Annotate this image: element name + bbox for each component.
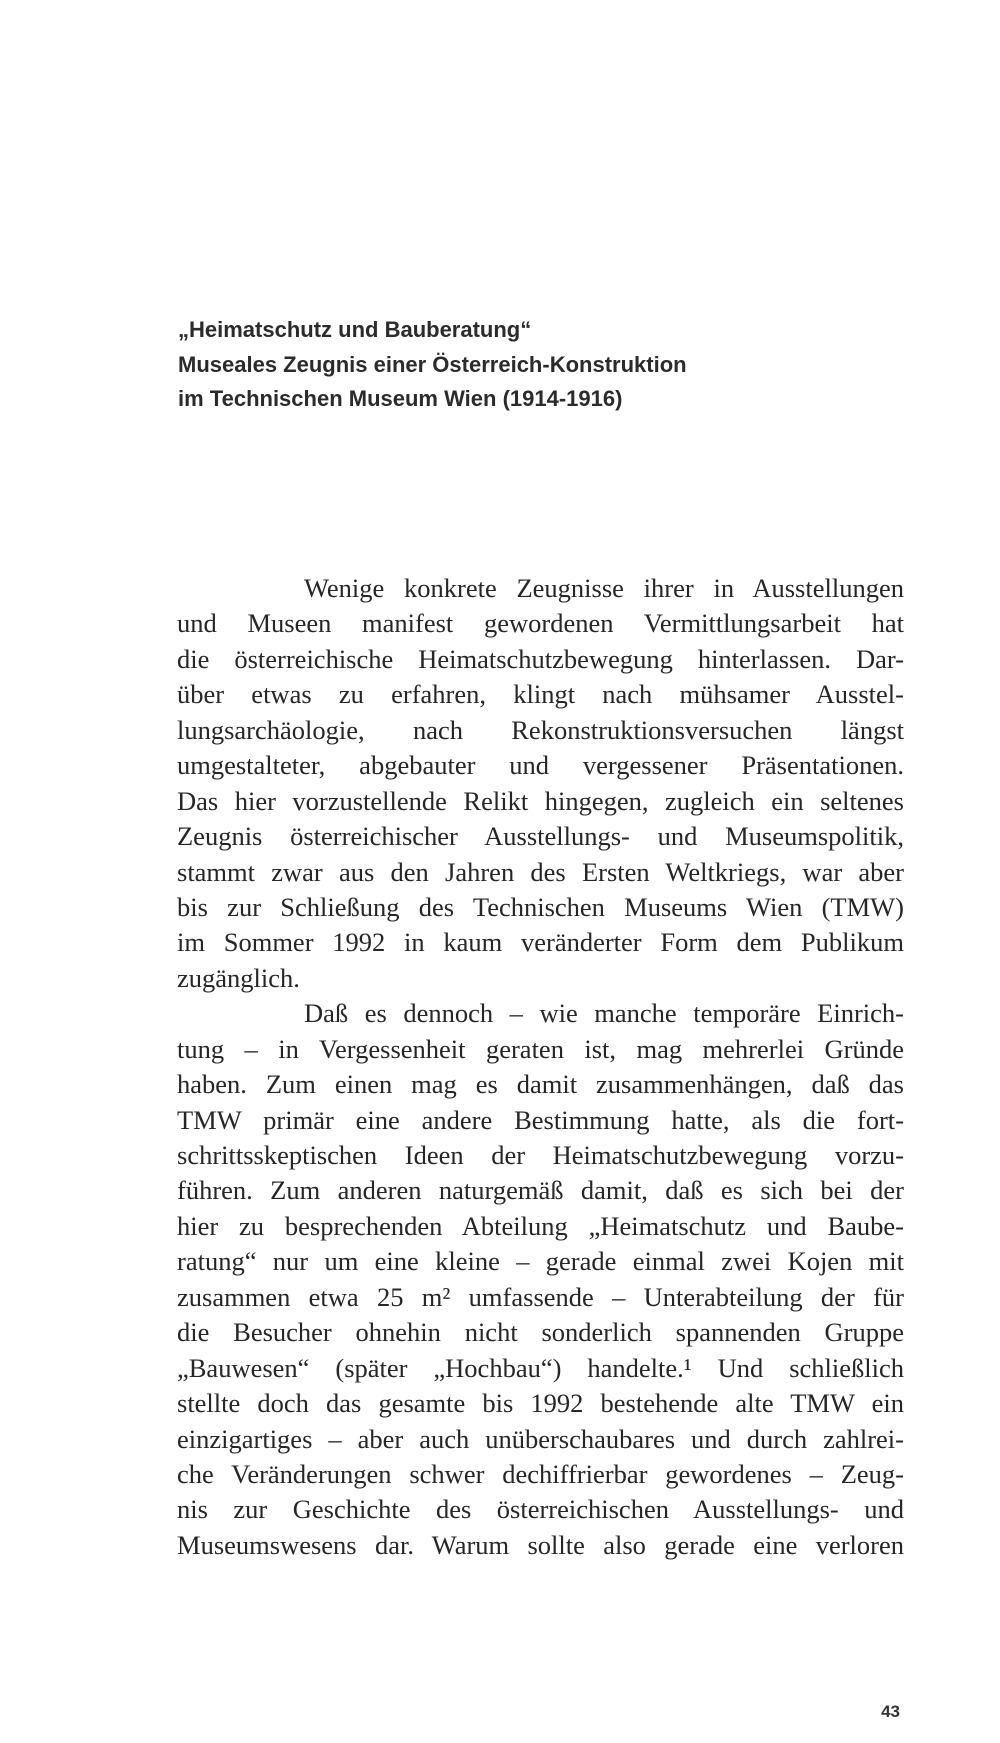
text-line: bis zur Schließung des Technischen Museums Wien (TMW): [177, 891, 904, 922]
text-line: ratung“ nur um eine kleine – gerade einmal zwei Kojen mit: [177, 1246, 904, 1277]
text-line: che Veränderungen schwer dechiffrierbar gewordenes – Zeug-: [177, 1458, 904, 1489]
text-line: schrittsskeptischen Ideen der Heimatschutzbewegung vorzu-: [177, 1140, 904, 1170]
text-line: zusammen etwa 25 m² umfassende – Unterabteilung der für: [177, 1281, 904, 1312]
text-line: Daß es dennoch – wie manche temporäre Einrich-: [304, 998, 904, 1029]
text-line: im Sommer 1992 in kaum veränderter Form dem Publikum: [177, 927, 904, 958]
article-title: [178, 313, 938, 417]
text-line: haben. Zum einen mag es damit zusammenhängen, daß das: [177, 1069, 904, 1100]
text-line: und Museen manifest gewordenen Vermittlungsarbeit hat: [177, 608, 904, 639]
text-line: Museumswesens dar. Warum sollte also gerade eine verloren: [177, 1529, 904, 1560]
text-line: Zeugnis österreichischer Ausstellungs- und Museumspolitik,: [177, 821, 904, 852]
text-line: einzigartiges – aber auch unüberschaubares und durch zahlrei-: [177, 1423, 904, 1454]
paragraph-1: [177, 571, 904, 996]
text-line: zugänglich.: [177, 962, 300, 993]
page-number: 43: [881, 1702, 900, 1721]
text-line: über etwas zu erfahren, klingt nach mühsamer Ausstel-: [177, 679, 904, 710]
text-line: Wenige konkrete Zeugnisse ihrer in Ausstellungen: [304, 573, 904, 603]
subtitle-line: Museales Zeugnis einer Österreich-Konstruktion: [178, 351, 687, 377]
text-line: „Bauwesen“ (später „Hochbau“) handelte.¹ Und schließlich: [177, 1352, 904, 1383]
text-line: stellte doch das gesamte bis 1992 bestehende alte TMW ein: [177, 1388, 904, 1419]
text-line: lungsarchäologie, nach Rekonstruktionsversuchen längst: [177, 714, 904, 745]
text-line: stammt zwar aus den Jahren des Ersten Weltkriegs, war aber: [177, 856, 904, 887]
text-line: TMW primär eine andere Bestimmung hatte, als die fort-: [177, 1104, 904, 1135]
text-line: umgestalteter, abgebauter und vergessener Präsentationen.: [177, 750, 904, 781]
subtitle-line: im Technischen Museum Wien (1914-1916): [178, 386, 623, 411]
text-line: die Besucher ohnehin nicht sonderlich spannenden Gruppe: [177, 1317, 904, 1348]
text-line: Das hier vorzustellende Relikt hingegen, zugleich ein seltenes: [177, 785, 904, 816]
text-line: hier zu besprechenden Abteilung „Heimatschutz und Baube-: [177, 1210, 904, 1241]
paragraph-2: [177, 996, 904, 1563]
text-line: tung – in Vergessenheit geraten ist, mag mehrerlei Gründe: [177, 1033, 904, 1064]
title-line: „Heimatschutz und Bauberatung“: [178, 317, 532, 342]
body-text: [177, 571, 904, 1563]
text-line: die österreichische Heimatschutzbewegung hinterlassen. Dar-: [177, 643, 904, 674]
text-line: führen. Zum anderen naturgemäß damit, daß es sich bei der: [177, 1175, 904, 1206]
text-line: nis zur Geschichte des österreichischen Ausstellungs- und: [177, 1494, 904, 1525]
